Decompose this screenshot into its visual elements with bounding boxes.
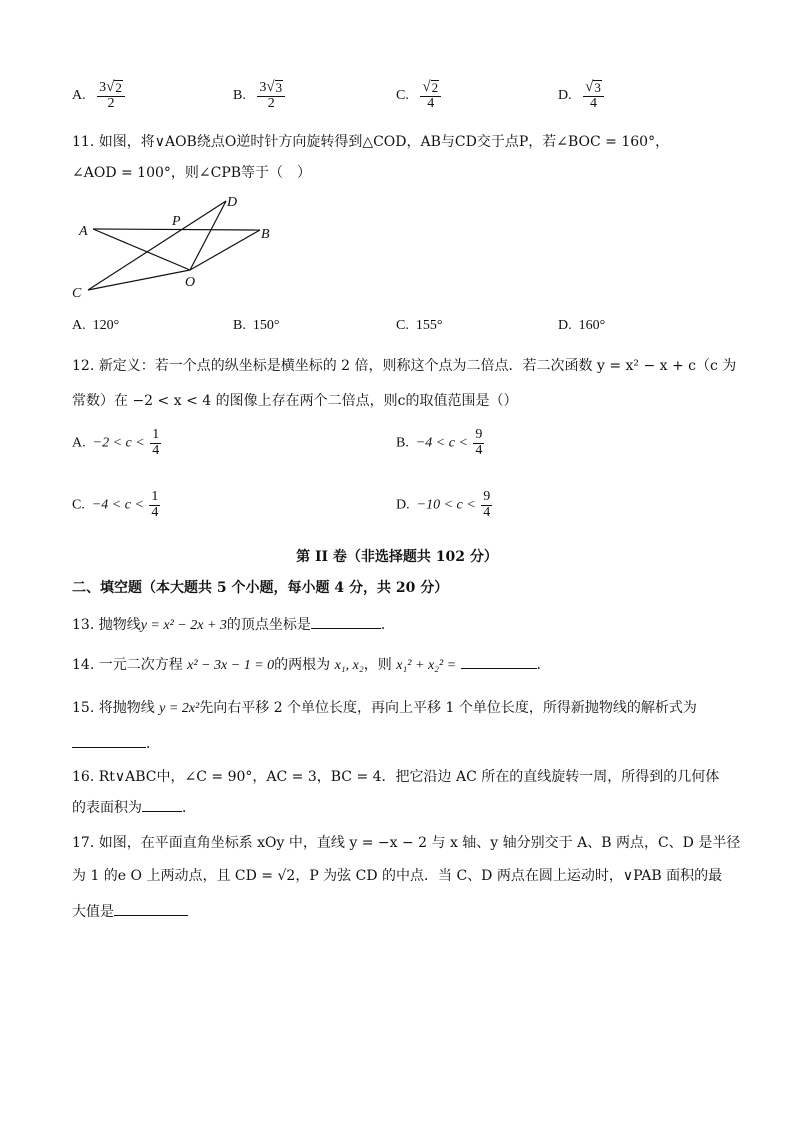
label-b: B: [261, 227, 270, 242]
q14-answer-blank[interactable]: [461, 654, 537, 669]
q10-option-a: [72, 80, 127, 111]
part2-title: 二、填空题（本大题共 5 个小题，每小题 4 分，共 20 分）: [72, 580, 449, 596]
q12-option-a: A. −2 < c < $\frac{1}{4}$: [72, 427, 160, 458]
q12-line1: 12. 新定义：若一个点的纵坐标是横坐标的 2 倍，则称这个点为二倍点．若二次函数 y = x² − x + c（c 为: [72, 358, 737, 374]
option-label: A.: [72, 87, 86, 103]
q11-option-a: A. 120°: [72, 318, 120, 333]
label-d: D: [227, 195, 238, 210]
q11-figure: [70, 190, 290, 302]
segment-ab: [93, 229, 260, 230]
q16-line1: 16. Rt∨ABC中，∠C = 90°，AC = 3，BC = 4．把它沿边 AC 所在的直线旋转一周，所得到的几何体: [72, 769, 720, 785]
label-o: O: [185, 275, 196, 290]
q17-answer-blank[interactable]: [114, 901, 188, 916]
q10-option-c: [396, 80, 443, 111]
segment-ao: [93, 229, 190, 270]
q17-line1: 17. 如图，在平面直角坐标系 xOy 中，直线 y = −x − 2 与 x 轴、y 轴分别交于 A、B 两点，C、D 是半径: [72, 835, 741, 851]
q12-option-c: C. −4 < c < $\frac{1}{4}$: [72, 489, 159, 520]
q15-line1: 15. 将抛物线 y = 2x²先向右平移 2 个单位长度，再向上平移 1 个单位长度，所得新抛物线的解析式为: [72, 700, 697, 716]
q17-line3: 大值是: [72, 901, 188, 921]
q10-option-b-fraction: 3 √ 3 2: [257, 80, 285, 111]
q11-option-c: C. 155°: [396, 318, 443, 333]
option-label: D.: [558, 87, 572, 103]
q15-answer-blank[interactable]: [72, 733, 146, 748]
q10-option-d: [558, 80, 606, 111]
q12-line2: 常数）在 −2 < x < 4 的图像上存在两个二倍点，则c的取值范围是（）: [72, 393, 518, 409]
q13-answer-blank[interactable]: [311, 614, 381, 629]
q12-option-b: B. −4 < c < $\frac{9}{4}$: [396, 427, 483, 458]
q11-option-d: D. 160°: [558, 318, 606, 333]
option-label: C.: [396, 87, 409, 103]
q10-option-a-fraction: 3 √ 2 2: [97, 80, 125, 111]
q17-line2: 为 1 的e O 上两动点，且 CD = √2，P 为弦 CD 的中点．当 C、D 两点在圆上运动时，∨PAB 面积的最: [72, 868, 723, 884]
q10-option-b: [233, 80, 287, 111]
q11-line2: ∠AOD = 100°，则∠CPB等于（ ）: [72, 165, 312, 181]
q14: 14. 一元二次方程 x² − 3x − 1 = 0的两根为 x₁, x₂，则 x₁² + x₂² = ．: [72, 654, 551, 674]
label-a: A: [79, 224, 88, 239]
label-p: P: [172, 214, 181, 229]
q12-option-d: D. −10 < c < $\frac{9}{4}$: [396, 489, 491, 520]
label-c: C: [72, 286, 82, 301]
q15-line2: ．: [72, 733, 160, 753]
q11-option-b: B. 150°: [233, 318, 280, 333]
q16-answer-blank[interactable]: [142, 797, 182, 812]
q13: 13. 抛物线y = x² − 2x + 3的顶点坐标是 ．: [72, 614, 395, 634]
q11-line1: 11. 如图，将∨AOB绕点O逆时针方向旋转得到△COD，AB与CD交于点P，若∠BOC = 160°，: [72, 134, 670, 150]
q10-option-d-fraction: √ 3 4: [583, 80, 604, 111]
q10-option-c-fraction: √ 2 4: [420, 80, 441, 111]
option-label: B.: [233, 87, 246, 103]
section-title: 第 II 卷（非选择题共 102 分）: [296, 549, 498, 565]
q16-line2: 的表面积为 ．: [72, 797, 196, 817]
